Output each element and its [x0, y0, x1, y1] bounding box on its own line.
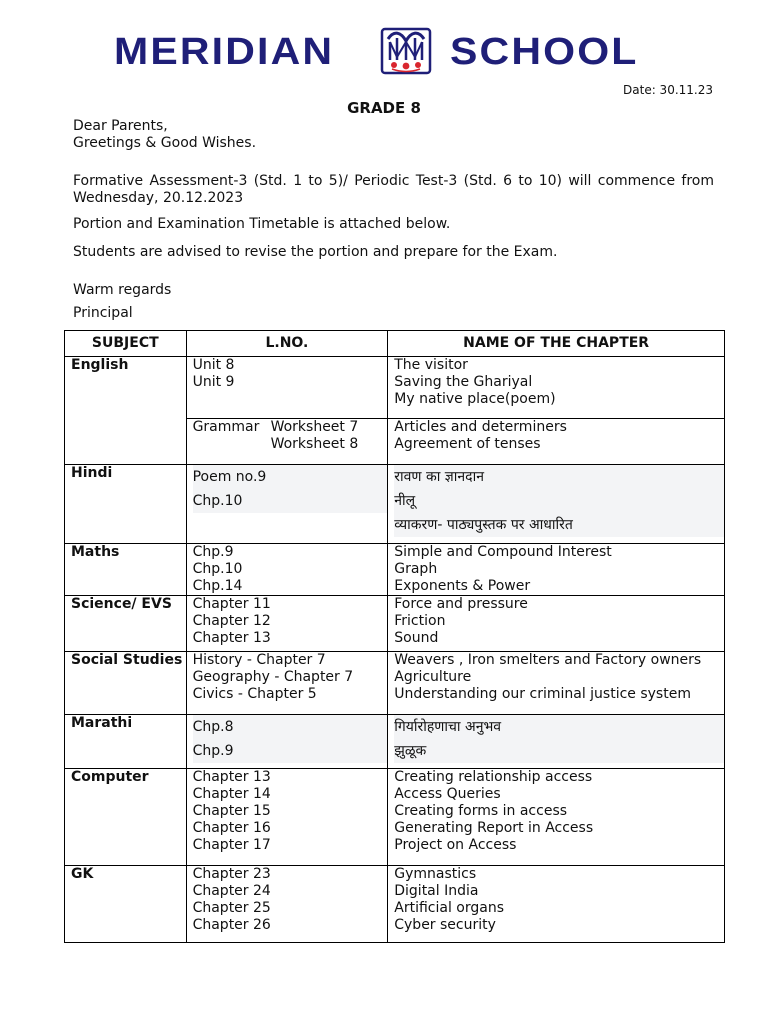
subject-computer: Computer [65, 769, 187, 866]
table-row-hindi [65, 465, 725, 544]
grade-title: GRADE 8 [347, 99, 421, 117]
science-chapters [388, 596, 725, 652]
exam-portion-table [64, 330, 725, 943]
letter-greeting: Greetings & Good Wishes. [73, 135, 257, 151]
header-subject: SUBJECT [65, 331, 187, 357]
english-grammar-chapters [388, 419, 725, 465]
chapter-item: Gymnastics [394, 866, 477, 882]
social-studies-lessons [186, 652, 388, 715]
marathi-chapters [388, 715, 725, 769]
table-row-marathi [65, 715, 725, 769]
subject-maths: Maths [65, 544, 187, 596]
table-row-science [65, 596, 725, 652]
hindi-lessons [186, 465, 388, 544]
lesson-item: Chapter 15 [192, 803, 271, 819]
school-header [0, 27, 768, 77]
chapter-item: Exponents & Power [394, 578, 531, 594]
chapter-item: Graph [394, 561, 438, 577]
lesson-item: Chapter 17 [192, 837, 271, 853]
lesson-item: Chapter 23 [192, 866, 271, 882]
gk-lessons [186, 866, 388, 943]
table-row-maths [65, 544, 725, 596]
lesson-item: Chapter 26 [192, 917, 271, 933]
chapter-item: Project on Access [394, 837, 517, 853]
social-studies-chapters [388, 652, 725, 715]
lesson-item: Chp.9 [193, 739, 388, 763]
notice-date: Date: 30.11.23 [623, 83, 713, 97]
letter-paragraph-commencement: Formative Assessment-3 (Std. 1 to 5)/ Periodic Test-3 (Std. 6 to 10) will commence from Wednesday, 20.12.2023 [73, 173, 714, 206]
table-header-row [65, 331, 725, 357]
chapter-item: Sound [394, 630, 439, 646]
chapter-item: Cyber security [394, 917, 496, 933]
lesson-item: Chapter 16 [192, 820, 271, 836]
maths-chapters [388, 544, 725, 596]
subject-social-studies: Social Studies [65, 652, 187, 715]
chapter-item: Saving the Ghariyal [394, 374, 533, 390]
grammar-label: Grammar [192, 419, 260, 435]
letter-signature: Principal [73, 305, 133, 321]
lesson-item: Chapter 14 [192, 786, 271, 802]
lesson-item [193, 419, 388, 436]
hindi-chapters [388, 465, 725, 544]
subject-gk: GK [65, 866, 187, 943]
lesson-item: Chapter 13 [192, 630, 271, 646]
worksheet-item: Worksheet 8 [270, 436, 359, 452]
chapter-item: Friction [394, 613, 446, 629]
lesson-item: Chapter 12 [192, 613, 271, 629]
computer-chapters [388, 769, 725, 866]
header-lesson-number: L.NO. [186, 331, 388, 357]
chapter-item: The visitor [394, 357, 468, 373]
lesson-item: Chapter 25 [192, 900, 271, 916]
chapter-item: Access Queries [394, 786, 501, 802]
chapter-item: Generating Report in Access [394, 820, 594, 836]
lesson-item: Chp.9 [192, 544, 234, 560]
lesson-item: Geography - Chapter 7 [192, 669, 354, 685]
header-chapter-name: NAME OF THE CHAPTER [388, 331, 725, 357]
letter-salutation: Dear Parents, [73, 118, 168, 134]
chapter-item: Digital India [394, 883, 479, 899]
lesson-item: Chapter 11 [192, 596, 271, 612]
science-lessons [186, 596, 388, 652]
letter-closing: Warm regards [73, 282, 172, 298]
lesson-item: Chp.10 [193, 489, 388, 513]
lesson-item: History - Chapter 7 [192, 652, 326, 668]
lesson-item: Civics - Chapter 5 [192, 686, 317, 702]
gk-chapters [388, 866, 725, 943]
chapter-item: Force and pressure [394, 596, 528, 612]
chapter-item: Articles and determiners [394, 419, 567, 435]
letter-paragraph-advice: Students are advised to revise the portion and prepare for the Exam. [73, 244, 558, 260]
table-row-gk [65, 866, 725, 943]
table-row-computer [65, 769, 725, 866]
marathi-lessons [186, 715, 388, 769]
table-row-english [65, 357, 725, 419]
subject-marathi: Marathi [65, 715, 187, 769]
lesson-item: Chapter 13 [192, 769, 271, 785]
table-row-social-studies [65, 652, 725, 715]
lesson-item: Chapter 24 [192, 883, 271, 899]
brand-name-right: SCHOOL [450, 31, 639, 73]
chapter-item: Agreement of tenses [394, 436, 541, 452]
maths-lessons [186, 544, 388, 596]
chapter-item: झुळूक [394, 739, 724, 763]
lesson-item: Poem no.9 [193, 465, 388, 489]
chapter-item: My native place(poem) [394, 391, 556, 407]
chapter-item: गिर्यारोहणाचा अनुभव [394, 715, 724, 739]
lesson-item: Chp.10 [192, 561, 243, 577]
english-grammar-lessons [186, 419, 388, 465]
lesson-item: Chp.8 [193, 715, 388, 739]
english-lessons [186, 357, 388, 419]
subject-science: Science/ EVS [65, 596, 187, 652]
chapter-item: नीलू [394, 489, 724, 513]
computer-lessons [186, 769, 388, 866]
chapter-item: Understanding our criminal justice system [394, 686, 691, 702]
chapter-item: Weavers , Iron smelters and Factory owners [394, 652, 702, 668]
chapter-item: Creating relationship access [394, 769, 593, 785]
lesson-item: Unit 8 [192, 357, 235, 373]
worksheet-item: Worksheet 7 [270, 419, 359, 435]
chapter-item: Artificial organs [394, 900, 504, 916]
chapter-item: व्याकरण- पाठ्यपुस्तक पर आधारित [394, 513, 724, 537]
lesson-item: Chp.14 [192, 578, 243, 594]
chapter-item: Creating forms in access [394, 803, 568, 819]
english-chapters [388, 357, 725, 419]
meridian-school-crest-icon [377, 27, 435, 75]
brand-name-left: MERIDIAN [114, 31, 335, 73]
lesson-item: Unit 9 [192, 374, 235, 390]
subject-hindi: Hindi [65, 465, 187, 544]
chapter-item: Agriculture [394, 669, 472, 685]
chapter-item: Simple and Compound Interest [394, 544, 612, 560]
chapter-item: रावण का ज्ञानदान [394, 465, 724, 489]
subject-english: English [65, 357, 187, 465]
lesson-item [193, 436, 388, 453]
letter-paragraph-timetable: Portion and Examination Timetable is attached below. [73, 216, 451, 232]
